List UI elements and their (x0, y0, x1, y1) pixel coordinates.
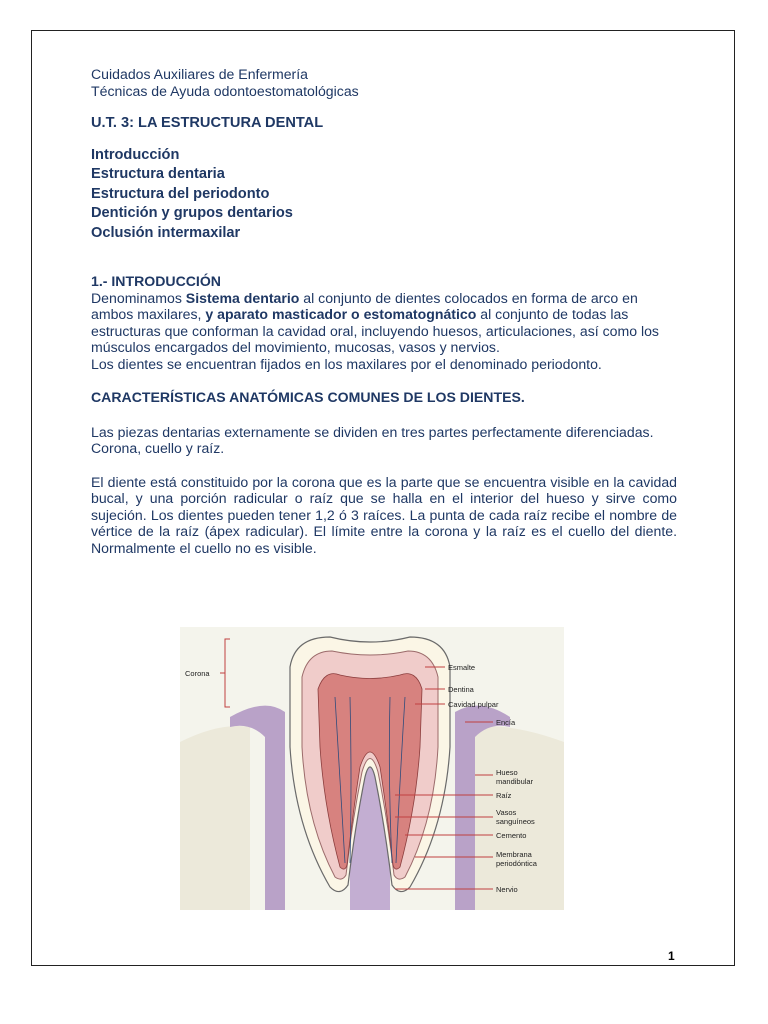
paragraph-partes: Las piezas dentarias externamente se dividen en tres partes perfectamente diferenciadas. Corona, cuello y raíz. (91, 423, 654, 456)
label-raiz: Raíz (496, 791, 512, 800)
label-nervio: Nervio (496, 885, 518, 894)
paragraph-sistema-dentario (91, 290, 677, 356)
table-of-contents (91, 146, 677, 244)
toc-item-estructura-dentaria: Estructura dentaria (91, 166, 225, 182)
label-membrana: Membrana (496, 850, 532, 859)
label-mandibular: mandibular (496, 777, 534, 786)
bold-term-sistema-dentario: Sistema dentario (185, 289, 300, 306)
text-run: Denominamos (91, 289, 186, 306)
section-heading-caracteristicas: CARACTERÍSTICAS ANATÓMICAS COMUNES DE LOS DIENTES. (91, 389, 525, 405)
course-name: Cuidados Auxiliares de Enfermería (91, 66, 309, 82)
paragraph-periodonto: Los dientes se encuentran fijados en los maxilares por el denominado periodonto. (91, 355, 602, 372)
label-vasos: Vasos (496, 808, 517, 817)
bold-term-aparato-masticador: y aparato masticador o estomatognático (205, 306, 477, 322)
section-heading-introduccion: 1.- INTRODUCCIÓN (91, 273, 221, 289)
label-sanguineos: sanguíneos (496, 817, 535, 826)
paragraph-diente: El diente está constituido por la corona que es la parte que se encuentra visible en la cavidad bucal, y una porción radicular o raíz que se halla en el interior del hueso y sirve como sujeción. Los dientes pueden tener 1,2 ó 3 raíces. La punta de cada raíz recibe el nombre de vértice de la raíz (ápex radicular). El límite entre la corona y la raíz es el cuello del diente. Normalmente el cuello no es visible. (91, 473, 677, 556)
toc-item-estructura-periodonto: Estructura del periodonto (91, 185, 270, 202)
label-hueso: Hueso (496, 768, 518, 777)
toc-item-oclusion: Oclusión intermaxilar (91, 224, 241, 241)
label-corona: Corona (185, 669, 210, 678)
tooth-anatomy-figure (180, 627, 564, 910)
document-body (91, 66, 677, 556)
text-run: al conjunto de todas las estructuras que conforman la cavidad oral, incluyendo huesos, articulaciones, así como los músculos encargados del movimiento, mucosas, vasos y nervios. (91, 306, 659, 355)
label-encia: Encía (496, 718, 516, 727)
label-cavidad-pulpar: Cavidad pulpar (448, 700, 499, 709)
toc-item-introduccion: Introducción (91, 146, 180, 163)
tooth-diagram (180, 627, 564, 910)
label-cemento: Cemento (496, 831, 527, 840)
label-periodontica: periodóntica (496, 859, 537, 868)
text-run: al conjunto de dientes colocados en forma de arco en ambos maxilares, (91, 289, 638, 322)
label-dentina: Dentina (448, 685, 474, 694)
course-subtitle: Técnicas de Ayuda odontoestomatológicas (91, 82, 359, 99)
label-esmalte: Esmalte (448, 663, 476, 672)
bone-left (180, 726, 250, 910)
toc-item-denticion: Dentición y grupos dentarios (91, 205, 293, 221)
unit-title: U.T. 3: LA ESTRUCTURA DENTAL (91, 115, 324, 131)
page-number: 1 (668, 949, 675, 963)
